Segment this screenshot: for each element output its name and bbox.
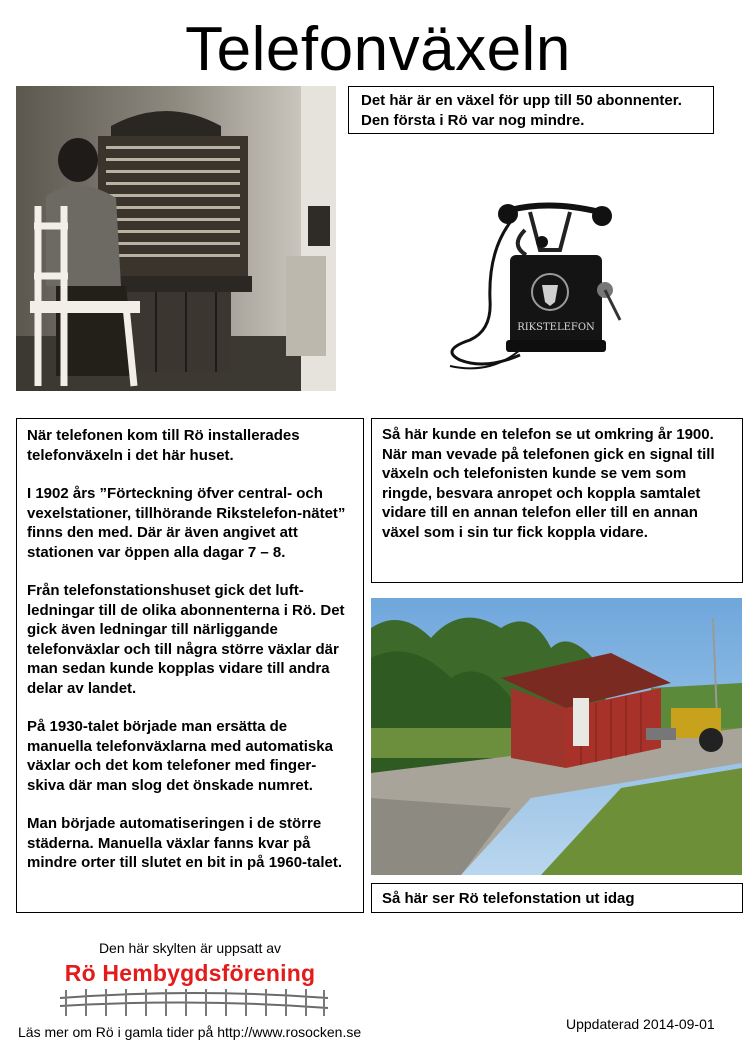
telephone-nameplate: RIKSTELEFON [517, 322, 595, 333]
telephone-station-photo [371, 598, 742, 875]
station-caption: Så här ser Rö telefonstation ut idag [371, 883, 743, 913]
history-paragraph: Man började automatiseringen i de större städerna. Manuella växlar fanns kvar på mindre orter till slutet en bit in på 1960-talet. [27, 815, 343, 871]
telephone-description-box [371, 418, 743, 583]
organization-name: Rö Hembygdsförening [64, 960, 316, 986]
telephone-description-line: Så här kunde en telefon se ut omkring år 1900. [382, 426, 714, 443]
history-paragraph: Från telefonstationshuset gick det luft-ledningar till de olika abonnenterna i Rö. Det gick även ledningar till närliggande telefonväxlar och till några större växlar där man sedan kunde kopplas vidare till andra delar av landet. [27, 582, 345, 697]
history-paragraph: I 1902 års ”Förteckning öfver central- och vexelstationer, tillhörande Rikstelefon-nätet” finns den med. Där är även angivet att stationen var öppen alla dagar 7 – 8. [27, 485, 346, 561]
telephone-description-line: När man vevade på telefonen gick en signal till växeln och telefonisten kunde se vem som ringde, besvara anropet och koppla samtalet vidare till en annan telefon eller till en annan växel som i sin tur fick koppla vidare. [382, 445, 715, 541]
read-more-link-text: Läs mer om Rö i gamla tider på http://www.rosocken.se [18, 1024, 362, 1040]
page-title: Telefonväxeln [185, 15, 571, 84]
updated-date: Uppdaterad 2014-09-01 [566, 1016, 715, 1032]
history-paragraph: På 1930-talet började man ersätta de manuella telefonväxlarna med automatiska växlar och det kom telefoner med finger-skiva där man slog det önskade numret. [27, 718, 333, 794]
intro-line-1: Det här är en växel för upp till 50 abonnenter. [361, 92, 682, 109]
fence-logo-icon [58, 986, 330, 1018]
history-text-box [16, 418, 364, 913]
sign-credit-text: Den här skylten är uppsatt av [98, 940, 282, 956]
switchboard-operator-photo [16, 86, 336, 391]
antique-telephone-illustration [430, 190, 630, 380]
intro-box [348, 86, 714, 134]
history-paragraph: När telefonen kom till Rö installerades telefonväxeln i det här huset. [27, 427, 300, 464]
intro-line-2: Den första i Rö var nog mindre. [361, 111, 585, 129]
